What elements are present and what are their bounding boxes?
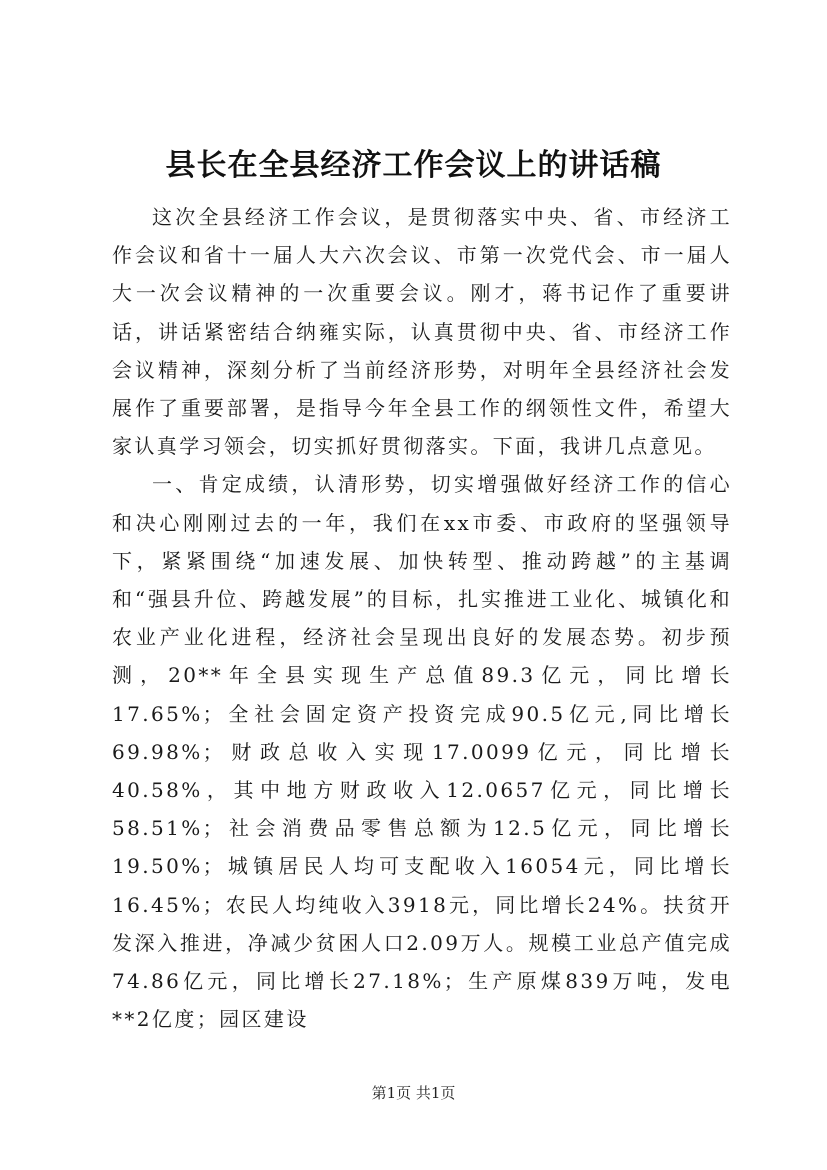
page-footer: 第1页 共1页: [371, 1084, 456, 1102]
document-title: 县长在全县经济工作会议上的讲话稿: [165, 148, 662, 183]
paragraph-intro: 这次全县经济工作会议，是贯彻落实中央、省、市经济工作会议和省十一届人大六次会议、市第一次党代会、市一届人大一次会议精神的一次重要会议。刚才，蒋书记作了重要讲话，讲话紧密结合纳雍实际，认真贯彻中央、省、市经济工作会议精神，深刻分析了当前经济形势，对明年全县经济社会发展作了重要部署，是指导今年全县工作的纲领性文件，希望大家认真学习领会，切实抓好贯彻落实。下面，我讲几点意见。: [112, 205, 732, 459]
document-body: [112, 198, 732, 1038]
paragraph-section-one: 一、肯定成绩，认清形势，切实增强做好经济工作的信心和决心刚刚过去的一年，我们在xx市委、市政府的坚强领导下，紧紧围绕“加速发展、加快转型、推动跨越”的主基调和“强县升位、跨越发展”的目标，扎实推进工业化、城镇化和农业产业化进程，经济社会呈现出良好的发展态势。初步预测，20**年全县实现生产总值89.3亿元，同比增长17.65%；全社会固定资产投资完成90.5亿元,同比增长69.98%；财政总收入实现17.0099亿元，同比增长40.58%，其中地方财政收入12.0657亿元，同比增长58.51%；社会消费品零售总额为12.5亿元，同比增长19.50%；城镇居民人均可支配收入16054元，同比增长16.45%；农民人均纯收入3918元，同比增长24%。扶贫开发深入推进，净减少贫困人口2.09万人。规模工业总产值完成74.86亿元，同比增长27.18%；生产原煤839万吨，发电**2亿度；园区建设: [112, 472, 732, 1032]
